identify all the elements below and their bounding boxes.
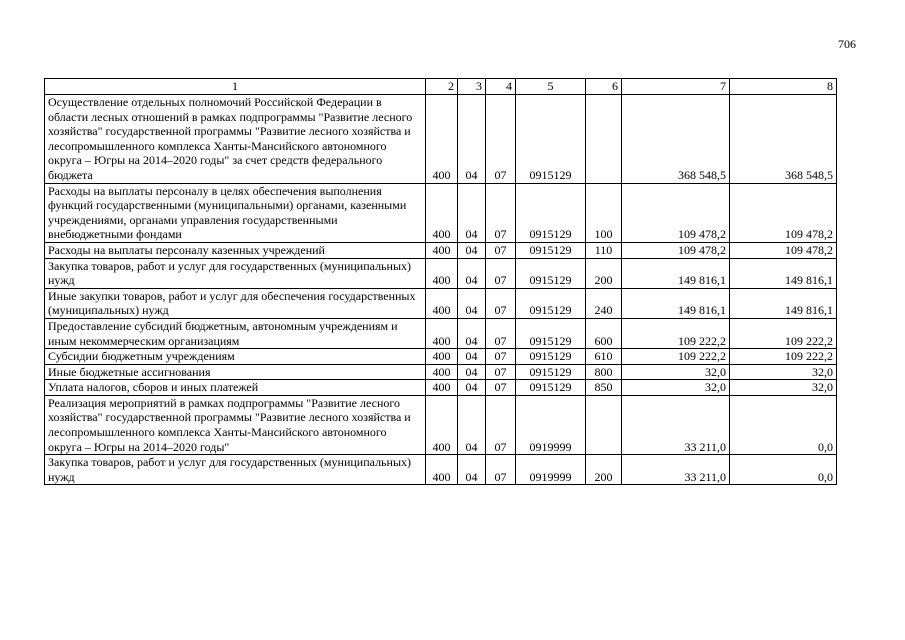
amount-col7: 149 816,1 <box>622 288 730 318</box>
amount-col8: 0,0 <box>730 455 837 485</box>
code-admin: 400 <box>426 258 458 288</box>
page-number: 706 <box>838 37 856 51</box>
code-admin: 400 <box>426 242 458 258</box>
code-section: 04 <box>458 318 486 348</box>
table-row <box>45 349 837 365</box>
code-expense-type <box>586 395 622 454</box>
table-row <box>45 455 837 485</box>
amount-col7: 32,0 <box>622 364 730 380</box>
code-target: 0919999 <box>516 395 586 454</box>
code-expense-type: 110 <box>586 242 622 258</box>
amount-col8: 368 548,5 <box>730 95 837 184</box>
code-subsection: 07 <box>486 288 516 318</box>
code-target: 0915129 <box>516 288 586 318</box>
amount-col8: 32,0 <box>730 380 837 396</box>
code-subsection: 07 <box>486 242 516 258</box>
amount-col8: 109 222,2 <box>730 318 837 348</box>
column-header-2: 2 <box>426 79 458 95</box>
code-expense-type <box>586 95 622 184</box>
amount-col7: 33 211,0 <box>622 395 730 454</box>
amount-col7: 109 222,2 <box>622 318 730 348</box>
amount-col8: 149 816,1 <box>730 288 837 318</box>
column-header-3: 3 <box>458 79 486 95</box>
code-subsection: 07 <box>486 318 516 348</box>
code-section: 04 <box>458 183 486 242</box>
code-target: 0915129 <box>516 258 586 288</box>
row-name: Субсидии бюджетным учреждениям <box>45 349 426 365</box>
table-row <box>45 395 837 454</box>
code-expense-type: 200 <box>586 455 622 485</box>
code-admin: 400 <box>426 349 458 365</box>
code-subsection: 07 <box>486 364 516 380</box>
amount-col7: 368 548,5 <box>622 95 730 184</box>
row-name: Реализация мероприятий в рамках подпрограммы "Развитие лесного хозяйства" государственной программы "Развитие лесного хозяйства и лесопромышленного комплекса Ханты-Мансийского автономного округа – Югры на 2014–2020 годы" <box>45 395 426 454</box>
column-header-8: 8 <box>730 79 837 95</box>
code-admin: 400 <box>426 288 458 318</box>
row-name: Расходы на выплаты персоналу в целях обеспечения выполнения функций государственными (муниципальными) органами, казенными учреждениями, органами управления государственными внебюджетными фондами <box>45 183 426 242</box>
code-target: 0915129 <box>516 349 586 365</box>
code-admin: 400 <box>426 380 458 396</box>
header-row <box>45 79 837 95</box>
table-row <box>45 318 837 348</box>
amount-col8: 149 816,1 <box>730 258 837 288</box>
code-expense-type: 800 <box>586 364 622 380</box>
table-row <box>45 95 837 184</box>
code-subsection: 07 <box>486 183 516 242</box>
table-row <box>45 258 837 288</box>
table-row <box>45 288 837 318</box>
code-target: 0915129 <box>516 318 586 348</box>
code-subsection: 07 <box>486 380 516 396</box>
code-section: 04 <box>458 364 486 380</box>
row-name: Предоставление субсидий бюджетным, автономным учреждениям и иным некоммерческим организациям <box>45 318 426 348</box>
column-header-6: 6 <box>586 79 622 95</box>
row-name: Закупка товаров, работ и услуг для государственных (муниципальных) нужд <box>45 258 426 288</box>
amount-col8: 109 222,2 <box>730 349 837 365</box>
code-expense-type: 100 <box>586 183 622 242</box>
code-section: 04 <box>458 95 486 184</box>
code-section: 04 <box>458 242 486 258</box>
code-admin: 400 <box>426 455 458 485</box>
code-admin: 400 <box>426 395 458 454</box>
code-admin: 400 <box>426 95 458 184</box>
budget-table <box>44 78 837 485</box>
table-row <box>45 364 837 380</box>
table-row <box>45 183 837 242</box>
code-section: 04 <box>458 380 486 396</box>
table-row <box>45 380 837 396</box>
amount-col7: 109 478,2 <box>622 183 730 242</box>
code-target: 0915129 <box>516 364 586 380</box>
code-section: 04 <box>458 455 486 485</box>
code-section: 04 <box>458 395 486 454</box>
row-name: Расходы на выплаты персоналу казенных учреждений <box>45 242 426 258</box>
code-subsection: 07 <box>486 95 516 184</box>
code-target: 0915129 <box>516 242 586 258</box>
code-subsection: 07 <box>486 349 516 365</box>
column-header-7: 7 <box>622 79 730 95</box>
amount-col7: 32,0 <box>622 380 730 396</box>
table-row <box>45 242 837 258</box>
column-header-1: 1 <box>45 79 426 95</box>
row-name: Осуществление отдельных полномочий Российской Федерации в области лесных отношений в рамках подпрограммы "Развитие лесного хозяйства" государственной программы "Развитие лесного хозяйства и лесопромышленного комплекса Ханты-Мансийского автономного округа – Югры на 2014–2020 годы" за счет средств федерального бюджета <box>45 95 426 184</box>
code-expense-type: 600 <box>586 318 622 348</box>
code-target: 0919999 <box>516 455 586 485</box>
amount-col7: 149 816,1 <box>622 258 730 288</box>
code-admin: 400 <box>426 364 458 380</box>
amount-col7: 33 211,0 <box>622 455 730 485</box>
column-header-4: 4 <box>486 79 516 95</box>
code-target: 0915129 <box>516 183 586 242</box>
code-target: 0915129 <box>516 95 586 184</box>
amount-col8: 109 478,2 <box>730 242 837 258</box>
row-name: Иные бюджетные ассигнования <box>45 364 426 380</box>
code-subsection: 07 <box>486 395 516 454</box>
code-target: 0915129 <box>516 380 586 396</box>
code-admin: 400 <box>426 318 458 348</box>
code-section: 04 <box>458 349 486 365</box>
code-expense-type: 610 <box>586 349 622 365</box>
code-section: 04 <box>458 258 486 288</box>
code-subsection: 07 <box>486 455 516 485</box>
code-section: 04 <box>458 288 486 318</box>
row-name: Уплата налогов, сборов и иных платежей <box>45 380 426 396</box>
code-expense-type: 240 <box>586 288 622 318</box>
amount-col8: 32,0 <box>730 364 837 380</box>
amount-col7: 109 478,2 <box>622 242 730 258</box>
code-subsection: 07 <box>486 258 516 288</box>
amount-col8: 0,0 <box>730 395 837 454</box>
column-header-5: 5 <box>516 79 586 95</box>
code-admin: 400 <box>426 183 458 242</box>
amount-col7: 109 222,2 <box>622 349 730 365</box>
row-name: Иные закупки товаров, работ и услуг для обеспечения государственных (муниципальных) нужд <box>45 288 426 318</box>
row-name: Закупка товаров, работ и услуг для государственных (муниципальных) нужд <box>45 455 426 485</box>
table-body <box>45 95 837 485</box>
code-expense-type: 850 <box>586 380 622 396</box>
amount-col8: 109 478,2 <box>730 183 837 242</box>
code-expense-type: 200 <box>586 258 622 288</box>
